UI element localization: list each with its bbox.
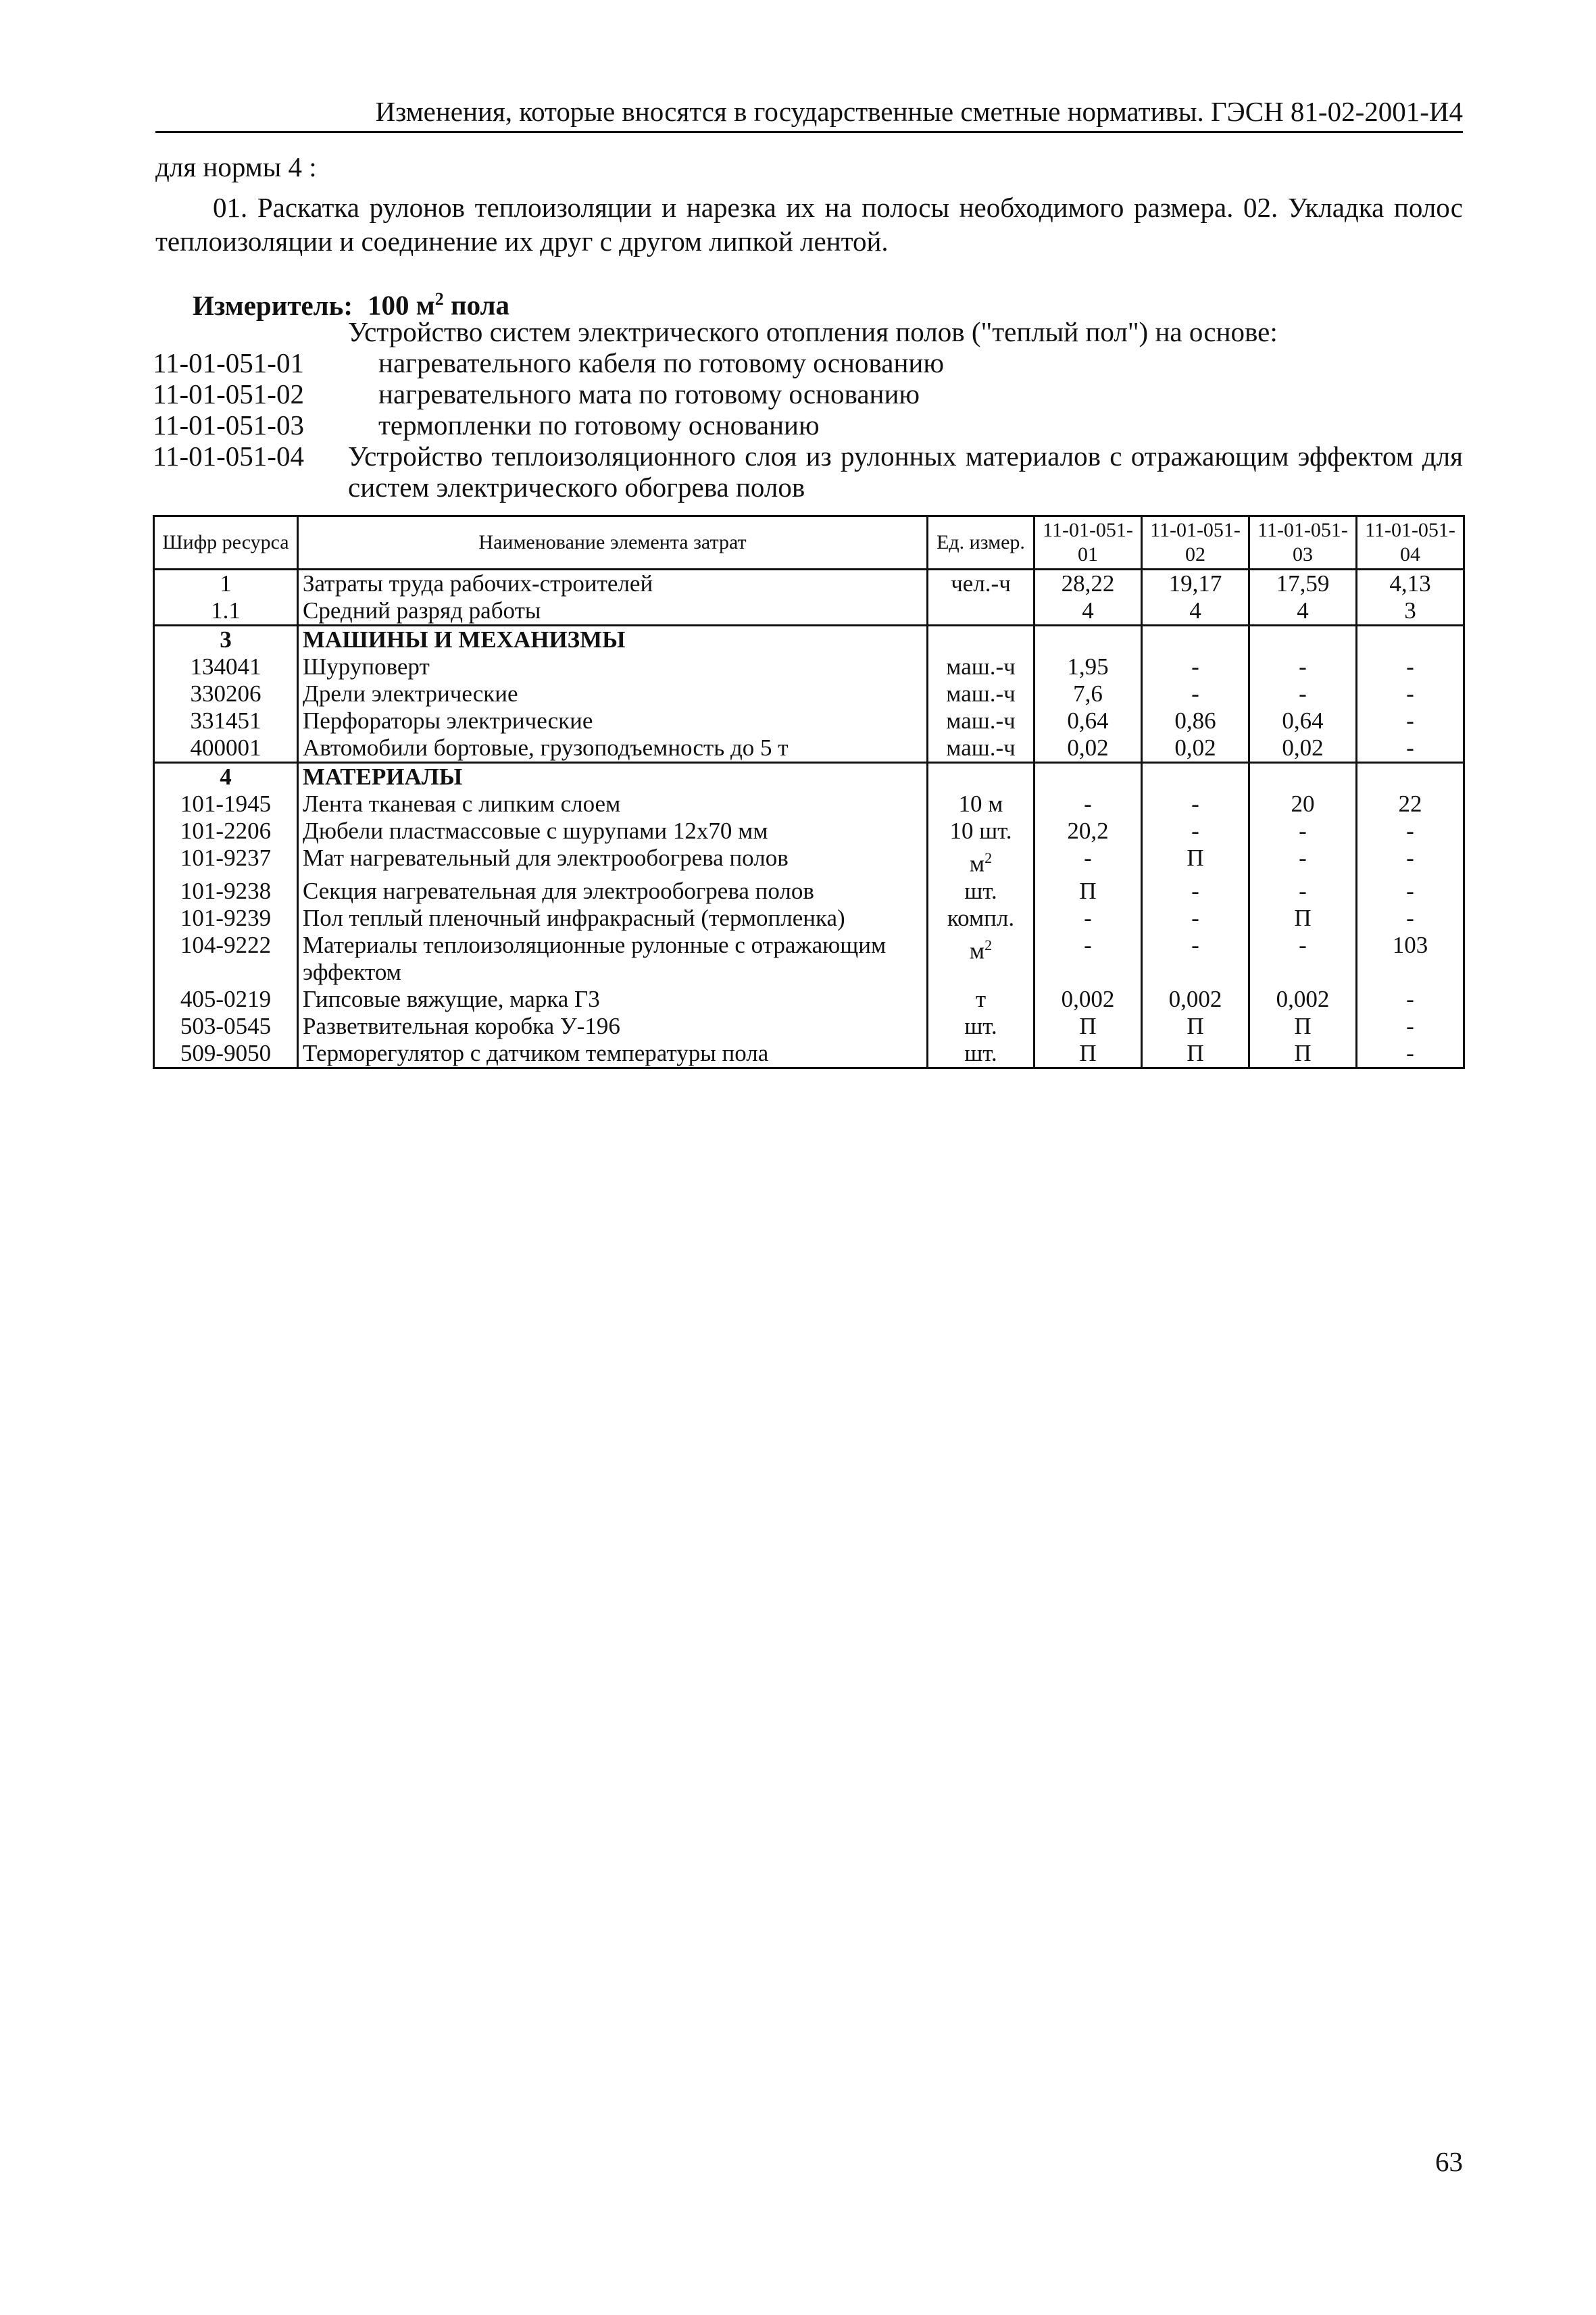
cell-name: Пол теплый пленочный инфракрасный (термопленка)	[298, 905, 928, 932]
norm-item	[153, 409, 1463, 441]
norm-code: 11-01-051-01	[153, 347, 304, 378]
cell-code: 503-0545	[154, 1013, 298, 1040]
norm-item	[153, 347, 1463, 378]
cell-value: П	[1034, 878, 1142, 905]
cell-unit: маш.-ч	[928, 680, 1034, 707]
cell-name: Шуруповерт	[298, 653, 928, 680]
cell-value	[1357, 626, 1464, 654]
table-row	[154, 653, 1464, 680]
cell-code: 1.1	[154, 597, 298, 626]
cell-unit: шт.	[928, 1013, 1034, 1040]
cell-value: 3	[1357, 597, 1464, 626]
cell-value: -	[1142, 791, 1249, 818]
cell-value: -	[1357, 818, 1464, 845]
cell-code: 405-0219	[154, 986, 298, 1013]
cell-value: 0,02	[1249, 735, 1357, 763]
table-row	[154, 597, 1464, 626]
cell-unit: маш.-ч	[928, 735, 1034, 763]
cell-value: П	[1142, 1013, 1249, 1040]
cell-value: 0,02	[1034, 735, 1142, 763]
cell-name: Мат нагревательный для электрообогрева полов	[298, 845, 928, 878]
cell-name: Лента тканевая с липким слоем	[298, 791, 928, 818]
cell-unit: маш.-ч	[928, 707, 1034, 735]
cell-name: Средний разряд работы	[298, 597, 928, 626]
norm-code: 11-01-051-03	[153, 409, 304, 441]
unit-text: м	[969, 937, 985, 964]
measure-value: 100 м	[368, 289, 435, 321]
cell-code: 101-9237	[154, 845, 298, 878]
norm-text: нагревательного кабеля по готовому основанию	[378, 347, 944, 378]
cell-code: 101-2206	[154, 818, 298, 845]
resource-table	[153, 515, 1465, 1069]
cell-unit: компл.	[928, 905, 1034, 932]
cell-value: -	[1357, 905, 1464, 932]
cell-value: -	[1034, 845, 1142, 878]
norm-text: нагревательного мата по готовому основанию	[378, 378, 920, 409]
table-row	[154, 1040, 1464, 1068]
cell-name: Перфораторы электрические	[298, 707, 928, 735]
cell-value: П	[1249, 1013, 1357, 1040]
cell-value: -	[1142, 680, 1249, 707]
cell-value: 22	[1357, 791, 1464, 818]
measure-label: Измеритель:	[193, 289, 353, 321]
cell-value: -	[1357, 878, 1464, 905]
cell-name: Секция нагревательная для электрообогрева полов	[298, 878, 928, 905]
cell-value: 0,86	[1142, 707, 1249, 735]
cell-unit	[928, 597, 1034, 626]
cell-value: 4,13	[1357, 570, 1464, 598]
cell-value: -	[1357, 707, 1464, 735]
cell-name: Дрели электрические	[298, 680, 928, 707]
cell-unit	[928, 763, 1034, 791]
cell-value: П	[1249, 1040, 1357, 1068]
cell-code: 101-9239	[154, 905, 298, 932]
cell-value	[1034, 626, 1142, 654]
norm-list-heading: Устройство систем электрического отопления полов ("теплый пол") на основе:	[348, 316, 1278, 347]
cell-value: 0,002	[1249, 986, 1357, 1013]
cell-name: Гипсовые вяжущие, марка Г3	[298, 986, 928, 1013]
cell-value: П	[1142, 1040, 1249, 1068]
cell-code: 104-9222	[154, 932, 298, 986]
cell-value: -	[1249, 818, 1357, 845]
cell-value: -	[1142, 905, 1249, 932]
work-description-text: 01. Раскатка рулонов теплоизоляции и нарезка их на полосы необходимого размера. 02. Укладка полос теплоизоляции и соединение их друг с другом липкой лентой.	[155, 192, 1463, 257]
header-norm-column: 11-01-051-01	[1034, 516, 1142, 570]
table-row	[154, 570, 1464, 598]
cell-value: П	[1249, 905, 1357, 932]
cell-value: -	[1249, 932, 1357, 986]
table-row	[154, 680, 1464, 707]
cell-value: 4	[1249, 597, 1357, 626]
table-row	[154, 818, 1464, 845]
cell-value: 4	[1034, 597, 1142, 626]
unit-text: м	[969, 850, 985, 877]
cell-name: Разветвительная коробка У-196	[298, 1013, 928, 1040]
cell-value: П	[1034, 1013, 1142, 1040]
cell-value: -	[1357, 1040, 1464, 1068]
cell-value: 0,002	[1034, 986, 1142, 1013]
cell-value: -	[1357, 986, 1464, 1013]
norm-item	[153, 378, 1463, 409]
cell-value	[1034, 763, 1142, 791]
norm-text: Устройство теплоизоляционного слоя из рулонных материалов с отражающим эффектом для систем электрического обогрева полов	[348, 441, 1463, 503]
table-row	[154, 707, 1464, 735]
table-row	[154, 905, 1464, 932]
cell-value	[1249, 626, 1357, 654]
cell-unit: шт.	[928, 878, 1034, 905]
cell-value: 0,002	[1142, 986, 1249, 1013]
cell-name: Терморегулятор с датчиком температуры пола	[298, 1040, 928, 1068]
running-header: Изменения, которые вносятся в государственные сметные нормативы. ГЭСН 81-02-2001-И4	[155, 95, 1463, 133]
cell-value: -	[1357, 845, 1464, 878]
cell-code: 4	[154, 763, 298, 791]
table-row	[154, 878, 1464, 905]
cell-value: 0,02	[1142, 735, 1249, 763]
cell-value: -	[1357, 680, 1464, 707]
cell-value	[1249, 763, 1357, 791]
cell-unit: чел.-ч	[928, 570, 1034, 598]
cell-value	[1142, 763, 1249, 791]
cell-unit	[928, 932, 1034, 986]
cell-code: 3	[154, 626, 298, 654]
cell-unit: 10 м	[928, 791, 1034, 818]
cell-value	[1357, 763, 1464, 791]
header-norm-column: 11-01-051-02	[1142, 516, 1249, 570]
header-cost-element: Наименование элемента затрат	[298, 516, 928, 570]
header-unit: Ед. измер.	[928, 516, 1034, 570]
header-resource-code: Шифр ресурса	[154, 516, 298, 570]
cell-value: 0,64	[1249, 707, 1357, 735]
table-row	[154, 986, 1464, 1013]
work-description-lead: для нормы 4 :	[155, 151, 317, 182]
cell-name: Материалы теплоизоляционные рулонные с отражающим эффектом	[298, 932, 928, 986]
norm-list	[153, 316, 1463, 503]
cell-value: П	[1034, 1040, 1142, 1068]
unit-exponent: 2	[984, 849, 993, 866]
cell-value: 7,6	[1034, 680, 1142, 707]
cell-name: Дюбели пластмассовые с шурупами 12х70 мм	[298, 818, 928, 845]
cell-name: Автомобили бортовые, грузоподъемность до 5 т	[298, 735, 928, 763]
cell-value: 19,17	[1142, 570, 1249, 598]
measure-value-exponent: 2	[434, 289, 444, 309]
measure-value-tail: пола	[443, 289, 510, 321]
cell-code: 509-9050	[154, 1040, 298, 1068]
cell-code: 134041	[154, 653, 298, 680]
table-row	[154, 845, 1464, 878]
cell-value: 1,95	[1034, 653, 1142, 680]
cell-value	[1142, 626, 1249, 654]
cell-value: 20,2	[1034, 818, 1142, 845]
norm-code: 11-01-051-04	[153, 441, 304, 472]
table-section-row	[154, 626, 1464, 654]
cell-code: 101-1945	[154, 791, 298, 818]
cell-unit: 10 шт.	[928, 818, 1034, 845]
table-row	[154, 1013, 1464, 1040]
page-number: 63	[1435, 2146, 1463, 2177]
cell-value: -	[1357, 1013, 1464, 1040]
table-header-row	[154, 516, 1464, 570]
cell-value: 4	[1142, 597, 1249, 626]
header-norm-column: 11-01-051-04	[1357, 516, 1464, 570]
cell-unit: т	[928, 986, 1034, 1013]
cell-value: -	[1142, 818, 1249, 845]
table-row	[154, 791, 1464, 818]
cell-value: -	[1142, 653, 1249, 680]
cell-value: -	[1142, 932, 1249, 986]
cell-section-title: МАШИНЫ И МЕХАНИЗМЫ	[298, 626, 928, 654]
unit-exponent: 2	[984, 936, 993, 953]
cell-value: -	[1357, 735, 1464, 763]
cell-value: 20	[1249, 791, 1357, 818]
cell-code: 1	[154, 570, 298, 598]
cell-section-title: МАТЕРИАЛЫ	[298, 763, 928, 791]
cell-value: -	[1249, 653, 1357, 680]
norm-code: 11-01-051-02	[153, 378, 304, 409]
header-norm-column: 11-01-051-03	[1249, 516, 1357, 570]
cell-unit	[928, 845, 1034, 878]
cell-value: -	[1249, 878, 1357, 905]
cell-value: 103	[1357, 932, 1464, 986]
cell-code: 331451	[154, 707, 298, 735]
cell-value: -	[1249, 845, 1357, 878]
cell-value: -	[1034, 905, 1142, 932]
norm-text: термопленки по готовому основанию	[378, 409, 820, 441]
cell-value: П	[1142, 845, 1249, 878]
cell-value: -	[1034, 932, 1142, 986]
table-row	[154, 735, 1464, 763]
cell-value: -	[1357, 653, 1464, 680]
cell-code: 330206	[154, 680, 298, 707]
cell-value: -	[1142, 878, 1249, 905]
cell-unit: маш.-ч	[928, 653, 1034, 680]
cell-unit	[928, 626, 1034, 654]
cell-value: 28,22	[1034, 570, 1142, 598]
table-section-row	[154, 763, 1464, 791]
cell-value: -	[1034, 791, 1142, 818]
cell-value: 17,59	[1249, 570, 1357, 598]
work-description	[155, 150, 1463, 258]
cell-value: -	[1249, 680, 1357, 707]
table-row	[154, 932, 1464, 986]
cell-code: 101-9238	[154, 878, 298, 905]
cell-unit: шт.	[928, 1040, 1034, 1068]
cell-name: Затраты труда рабочих-строителей	[298, 570, 928, 598]
cell-code: 400001	[154, 735, 298, 763]
norm-item	[153, 441, 1463, 503]
cell-value: 0,64	[1034, 707, 1142, 735]
